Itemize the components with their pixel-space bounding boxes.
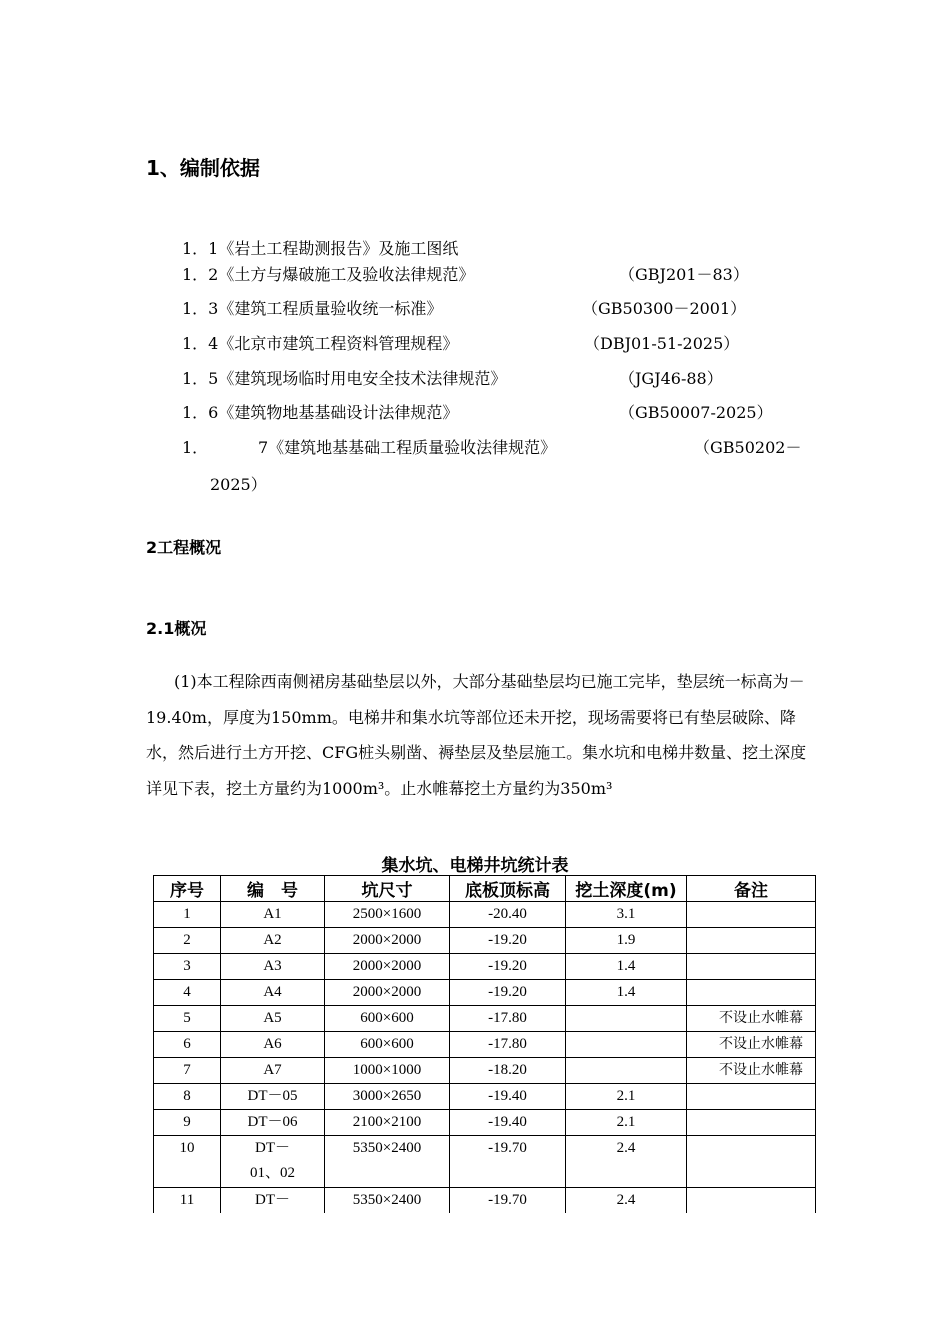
cell-no: 8: [154, 1084, 221, 1110]
column-header: 编 号: [221, 876, 325, 902]
column-header: 坑尺寸: [325, 876, 450, 902]
column-header: 序号: [154, 876, 221, 902]
cell-size: 1000×1000: [325, 1058, 450, 1084]
cell-depth: [566, 1058, 687, 1084]
table-row: [154, 1188, 816, 1214]
table-row: [154, 980, 816, 1006]
table-title: 集水坑、电梯井坑统计表: [381, 856, 569, 876]
reference-item-3: [182, 296, 442, 319]
cell-no: 4: [154, 980, 221, 1006]
cell-size: 3000×2650: [325, 1084, 450, 1110]
reference-title: 《北京市建筑工程资料管理规程》: [218, 334, 459, 353]
reference-title: 《岩土工程勘测报告》及施工图纸: [218, 239, 459, 258]
cell-note: 不设止水帷幕: [687, 1058, 816, 1084]
table-row: [154, 1084, 816, 1110]
cell-id: A7: [221, 1058, 325, 1084]
cell-no: 6: [154, 1032, 221, 1058]
reference-number: 1．2: [182, 265, 219, 284]
cell-id: DT－: [221, 1188, 325, 1214]
cell-size: 5350×2400: [325, 1188, 450, 1214]
table-row: [154, 1058, 816, 1084]
cell-size: 2000×2000: [325, 980, 450, 1006]
cell-id: A1: [221, 902, 325, 928]
cell-elevation: -18.20: [450, 1058, 566, 1084]
cell-depth: 2.1: [566, 1110, 687, 1136]
cell-elevation: -19.40: [450, 1110, 566, 1136]
cell-depth: 2.4: [566, 1136, 687, 1188]
cell-id: DT－06: [221, 1110, 325, 1136]
cell-depth: [566, 1006, 687, 1032]
reference-code-5: （JGJ46-88）: [619, 369, 723, 388]
cell-size: 2000×2000: [325, 928, 450, 954]
cell-depth: 1.4: [566, 954, 687, 980]
reference-number: 1．6: [182, 403, 219, 422]
table-row: [154, 954, 816, 980]
cell-elevation: -19.20: [450, 980, 566, 1006]
cell-id: A4: [221, 980, 325, 1006]
cell-note: 不设止水帷幕: [687, 1006, 816, 1032]
cell-no: 7: [154, 1058, 221, 1084]
cell-depth: 1.9: [566, 928, 687, 954]
reference-code-7: （GB50202－: [694, 438, 802, 457]
cell-size: 5350×2400: [325, 1136, 450, 1188]
cell-note: [687, 1110, 816, 1136]
cell-elevation: -19.20: [450, 954, 566, 980]
table-row: [154, 902, 816, 928]
reference-code-6: （GB50007-2025）: [619, 403, 773, 422]
cell-id: A6: [221, 1032, 325, 1058]
cell-note: [687, 1084, 816, 1110]
cell-size: 600×600: [325, 1032, 450, 1058]
reference-item-1: [182, 236, 458, 259]
cell-note: [687, 928, 816, 954]
reference-code-2: （GBJ201－83）: [619, 265, 749, 284]
cell-no: 11: [154, 1188, 221, 1214]
cell-elevation: -19.40: [450, 1084, 566, 1110]
table-row: [154, 928, 816, 954]
cell-depth: [566, 1032, 687, 1058]
reference-number: 1．5: [182, 369, 219, 388]
cell-elevation: -20.40: [450, 902, 566, 928]
cell-no: 3: [154, 954, 221, 980]
section-2-1-heading: 2.1概况: [146, 619, 207, 638]
cell-depth: 2.4: [566, 1188, 687, 1214]
reference-title: 《建筑工程质量验收统一标准》: [218, 299, 443, 318]
table-row: [154, 1136, 816, 1188]
reference-item-7-number: 1．: [182, 438, 209, 457]
cell-id: [221, 1136, 325, 1188]
cell-depth: 2.1: [566, 1084, 687, 1110]
cell-depth: 3.1: [566, 902, 687, 928]
column-header: 底板顶标高: [450, 876, 566, 902]
cell-elevation: -17.80: [450, 1006, 566, 1032]
reference-code-4: （DBJ01-51-2025）: [584, 334, 740, 353]
table-row: [154, 1006, 816, 1032]
cell-id: A3: [221, 954, 325, 980]
cell-id: A2: [221, 928, 325, 954]
cell-no: 5: [154, 1006, 221, 1032]
cell-no: 10: [154, 1136, 221, 1188]
cell-id: A5: [221, 1006, 325, 1032]
reference-number: 1．3: [182, 299, 219, 318]
reference-number: 1．1: [182, 239, 219, 258]
column-header: 备注: [687, 876, 816, 902]
cell-elevation: -17.80: [450, 1032, 566, 1058]
cell-size: 2500×1600: [325, 902, 450, 928]
cell-note: [687, 1136, 816, 1188]
reference-title: 《土方与爆破施工及验收法律规范》: [218, 265, 475, 284]
cell-depth: 1.4: [566, 980, 687, 1006]
cell-id-line-2: 01、02: [249, 1165, 295, 1181]
reference-item-5: [182, 366, 506, 389]
cell-id-line-1: DT－: [255, 1140, 290, 1156]
section-1-heading: 1、编制依据: [146, 156, 260, 180]
reference-item-4: [182, 331, 458, 354]
cell-note: [687, 980, 816, 1006]
cell-elevation: -19.20: [450, 928, 566, 954]
cell-id: DT－05: [221, 1084, 325, 1110]
pit-statistics-table: [153, 875, 816, 1213]
section-2-heading: 2工程概况: [146, 538, 222, 557]
table-header-row: [154, 876, 816, 902]
cell-elevation: -19.70: [450, 1188, 566, 1214]
column-header: 挖土深度(m): [566, 876, 687, 902]
cell-no: 2: [154, 928, 221, 954]
cell-note: [687, 954, 816, 980]
cell-no: 9: [154, 1110, 221, 1136]
table-row: [154, 1032, 816, 1058]
cell-size: 2100×2100: [325, 1110, 450, 1136]
cell-note: 不设止水帷幕: [687, 1032, 816, 1058]
reference-item-7-title: 7《建筑地基基础工程质量验收法律规范》: [258, 438, 557, 457]
reference-item-6: [182, 400, 458, 423]
reference-code-3: （GB50300－2001）: [582, 299, 747, 318]
cell-note: [687, 1188, 816, 1214]
reference-title: 《建筑物地基基础设计法律规范》: [218, 403, 459, 422]
reference-number: 1．4: [182, 334, 219, 353]
reference-code-7-continued: 2025）: [210, 475, 267, 494]
table-row: [154, 1110, 816, 1136]
cell-size: 2000×2000: [325, 954, 450, 980]
cell-size: 600×600: [325, 1006, 450, 1032]
reference-item-2: [182, 262, 474, 285]
overview-paragraph: (1)本工程除西南侧裙房基础垫层以外，大部分基础垫层均已施工完毕，垫层统一标高为－19.40m，厚度为150mm。电梯井和集水坑等部位还未开挖，现场需要将已有垫层破除、降水，然后进行土方开挖、CFG桩头剔凿、褥垫层及垫层施工。集水坑和电梯井数量、挖土深度详见下表，挖土方量约为1000m³。止水帷幕挖土方量约为350m³: [146, 672, 807, 798]
cell-elevation: -19.70: [450, 1136, 566, 1188]
cell-no: 1: [154, 902, 221, 928]
reference-title: 《建筑现场临时用电安全技术法律规范》: [218, 369, 507, 388]
cell-note: [687, 902, 816, 928]
